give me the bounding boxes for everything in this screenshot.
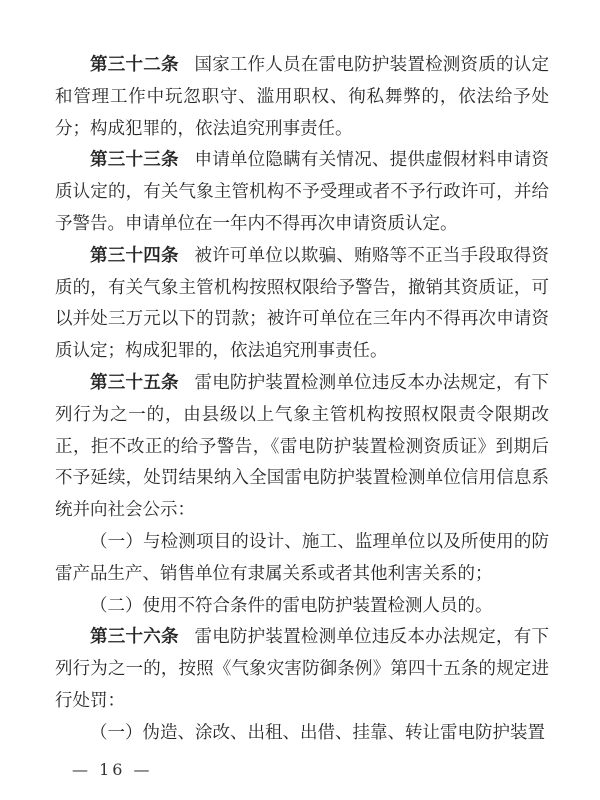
article-text: 被许可单位以欺骗、贿赂等不正当手段取得资质的，有关气象主管机构按照权限给予警告，撤销其资质证，可以并处三万元以下的罚款；被许可单位在三年内不得再次申请资质认定；构成犯罪的，依法追究刑事责任。 xyxy=(55,245,550,362)
article-text: （一）与检测项目的设计、施工、监理单位以及所使用的防雷产品生产、销售单位有隶属关系或者其他利害关系的； xyxy=(55,531,549,584)
article-paragraph xyxy=(55,50,549,145)
article-text: 国家工作人员在雷电防护装置检测资质的认定和管理工作中玩忽职守、滥用职权、徇私舞弊的，依法给予处分；构成犯罪的，依法追究刑事责任。 xyxy=(55,55,550,139)
document-body xyxy=(55,50,549,750)
article-paragraph xyxy=(55,368,549,527)
list-item-two xyxy=(55,591,549,623)
article-text: 申请单位隐瞒有关情况、提供虚假材料申请资质认定的，有关气象主管机构不予受理或者不予行政许可，并给予警告。申请单位在一年内不得再次申请资质认定。 xyxy=(55,150,550,234)
article-number: 第三十二条 xyxy=(90,55,179,75)
list-item-one xyxy=(55,718,549,750)
article-paragraph xyxy=(55,145,549,240)
article-number: 第三十四条 xyxy=(90,245,179,266)
article-text: 雷电防护装置检测单位违反本办法规定，有下列行为之一的，按照《气象灾害防御条例》第四十五条的规定进行处罚： xyxy=(55,627,550,711)
list-item-one xyxy=(55,527,549,591)
article-text: （一）伪造、涂改、出租、出借、挂靠、转让雷电防护装置 xyxy=(90,722,545,743)
page-number: — 16 — xyxy=(72,760,153,779)
article-number: 第三十三条 xyxy=(90,150,179,171)
article-text: 雷电防护装置检测单位违反本办法规定，有下列行为之一的，由县级以上气象主管机构按照权限责令限期改正，拒不改正的给予警告，《雷电防护装置检测资质证》到期后不予延续，处罚结果纳入全国雷电防护装置检测单位信用信息系统并向社会公示： xyxy=(55,372,550,521)
article-number: 第三十六条 xyxy=(90,627,179,648)
article-text: （二）使用不符合条件的雷电防护装置检测人员的。 xyxy=(90,595,493,616)
article-number: 第三十五条 xyxy=(90,372,179,393)
article-paragraph xyxy=(55,241,549,368)
article-paragraph xyxy=(55,622,549,717)
